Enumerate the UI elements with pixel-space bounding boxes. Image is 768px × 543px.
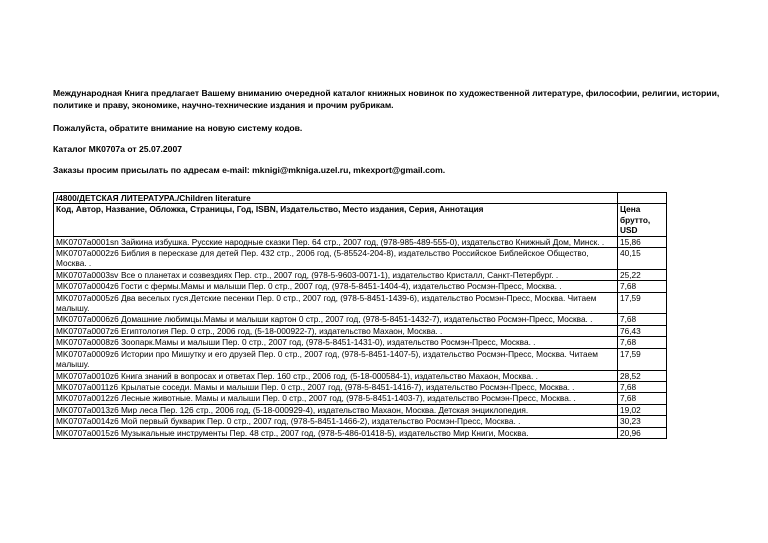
book-description-cell: [54, 370, 618, 381]
section-title: /4800/ДЕТСКАЯ ЛИТЕРАТУРА./Children literature: [54, 193, 618, 204]
table-row: [54, 348, 667, 370]
book-price: 15,86: [618, 236, 667, 247]
book-description-cell: [54, 348, 618, 370]
book-price: 40,15: [618, 248, 667, 270]
book-description-cell: [54, 292, 618, 314]
book-details: Крылатые соседи. Мамы и малыши Пер. 0 стр., 2007 год, (978-5-8451-1416-7), издательство Росмэн-Пресс, Москва. .: [121, 381, 575, 392]
table-row: [54, 314, 667, 325]
book-description-cell: [54, 404, 618, 415]
book-description-cell: [54, 427, 618, 438]
table-row: [54, 325, 667, 336]
book-price: 17,59: [618, 292, 667, 314]
book-code: MK0707a0010z6: [56, 370, 119, 381]
table-row: [54, 393, 667, 404]
table-row: [54, 292, 667, 314]
book-price: 17,59: [618, 348, 667, 370]
book-code: MK0707a0015z6: [56, 427, 119, 438]
book-code: MK0707a0001sn: [56, 236, 119, 247]
book-price: 7,68: [618, 393, 667, 404]
book-price: 7,68: [618, 281, 667, 292]
table-row: [54, 427, 667, 438]
book-code: MK0707a0014z6: [56, 416, 119, 427]
book-description-cell: [54, 325, 618, 336]
book-details: Все о планетах и созвездиях Пер. стр., 2007 год, (978-5-9603-0071-1), издательство Кристалл, Санкт-Петербург. .: [121, 269, 559, 280]
book-details: Лесные животные. Мамы и малыши Пер. 0 стр., 2007 год, (978-5-8451-1403-7), издательство Росмэн-Пресс, Москва. .: [121, 393, 576, 404]
book-details: Истории про Мишутку и его друзей Пер. 0 стр., 2007 год, (978-5-8451-1407-5), издательство Росмэн-Пресс, Москва. Читаем малышу.: [56, 348, 598, 370]
book-details: Домашние любимцы.Мамы и малыши картон 0 стр., 2007 год, (978-5-8451-1432-7), издательство Росмэн-Пресс, Москва. .: [121, 314, 593, 325]
table-row: [54, 370, 667, 381]
book-price: 19,02: [618, 404, 667, 415]
table-row: [54, 281, 667, 292]
book-code: MK0707a0002z6: [56, 248, 119, 259]
book-price: 7,68: [618, 337, 667, 348]
book-description-cell: [54, 248, 618, 270]
book-details: Книга знаний в вопросах и ответах Пер. 160 стр., 2006 год, (5-18-000584-1), издательство Махаон, Москва. .: [121, 370, 538, 381]
orders-email-notice: Заказы просим присылать по адресам e-mail: mknigi@mkniga.uzel.ru, mkexport@gmail.com.: [53, 165, 446, 175]
book-code: MK0707a0009z6: [56, 348, 119, 359]
book-description-cell: [54, 314, 618, 325]
table-row: [54, 416, 667, 427]
book-details: Мир леса Пер. 126 стр., 2006 год, (5-18-000929-4), издательство Махаон, Москва. Детская энциклопедия.: [121, 404, 529, 415]
section-price-cell: [618, 193, 667, 204]
table-row: [54, 248, 667, 270]
table-row: [54, 236, 667, 247]
catalog-title: Каталог МК0707а от 25.07.2007: [53, 144, 183, 154]
book-code: MK0707a0008z6: [56, 337, 119, 348]
table-row: [54, 269, 667, 280]
book-code: MK0707a0005z6: [56, 292, 119, 303]
book-price: 7,68: [618, 381, 667, 392]
book-description-cell: [54, 393, 618, 404]
intro-paragraph: Международная Книга предлагает Вашему вниманию очередной каталог книжных новинок по художественной литературе, философии, религии, истории, политике и праву, экономике, научно-технические издания и прочим рубрикам.: [53, 88, 720, 110]
book-price: 20,96: [618, 427, 667, 438]
book-code: MK0707a0011z6: [56, 381, 119, 392]
book-details: Зоопарк.Мамы и малыши Пер. 0 стр., 2007 год, (978-5-8451-1431-0), издательство Росмэн-Пресс, Москва. .: [121, 337, 536, 348]
book-description-cell: [54, 416, 618, 427]
book-code: MK0707a0012z6: [56, 393, 119, 404]
book-description-cell: [54, 269, 618, 280]
book-code: MK0707a0004z6: [56, 281, 119, 292]
book-price: 7,68: [618, 314, 667, 325]
table-row: [54, 404, 667, 415]
book-price: 28,52: [618, 370, 667, 381]
column-header-description: Код, Автор, Название, Обложка, Страницы, Год, ISBN, Издательство, Место издания, Серия, Аннотация: [54, 204, 618, 236]
book-description-cell: [54, 337, 618, 348]
book-code: MK0707a0007z6: [56, 325, 119, 336]
book-description-cell: [54, 236, 618, 247]
book-price: 25,22: [618, 269, 667, 280]
column-header-price: Цена брутто, USD: [618, 204, 667, 236]
book-details: Зайкина избушка. Русские народные сказки Пер. 64 стр., 2007 год, (978-985-489-555-0), издательство Книжный Дом, Минск. .: [121, 236, 605, 247]
book-code: MK0707a0013z6: [56, 404, 119, 415]
book-description-cell: [54, 381, 618, 392]
book-details: Библия в пересказе для детей Пер. 432 стр., 2006 год, (5-85524-204-8), издательство Российское Библейское Общество, Москва. .: [56, 248, 589, 269]
catalog-table: [53, 192, 667, 439]
book-details: Египтология Пер. 0 стр., 2006 год, (5-18-000922-7), издательство Махаон, Москва. .: [121, 325, 443, 336]
table-row: [54, 381, 667, 392]
codes-notice: Пожалуйста, обратите внимание на новую систему кодов.: [53, 123, 303, 133]
book-code: MK0707a0006z6: [56, 314, 119, 325]
book-description-cell: [54, 281, 618, 292]
book-code: MK0707a0003sv: [56, 269, 119, 280]
book-price: 76,43: [618, 325, 667, 336]
header-row: [54, 204, 667, 236]
book-details: Два веселых гуся.Детские песенки Пер. 0 стр., 2007 год, (978-5-8451-1439-6), издательство Росмэн-Пресс, Москва. Читаем малышу.: [56, 292, 597, 314]
book-details: Мой первый букварик Пер. 0 стр., 2007 год, (978-5-8451-1466-2), издательство Росмэн-Пресс, Москва. .: [121, 416, 521, 427]
book-details: Музыкальные инструменты Пер. 48 стр., 2007 год, (978-5-486-01418-5), издательство Мир Книги, Москва.: [121, 427, 529, 438]
table-row: [54, 337, 667, 348]
section-row: [54, 193, 667, 204]
book-details: Гости с фермы.Мамы и малыши Пер. 0 стр., 2007 год, (978-5-8451-1404-4), издательство Росмэн-Пресс, Москва. .: [121, 281, 562, 292]
book-price: 30,23: [618, 416, 667, 427]
